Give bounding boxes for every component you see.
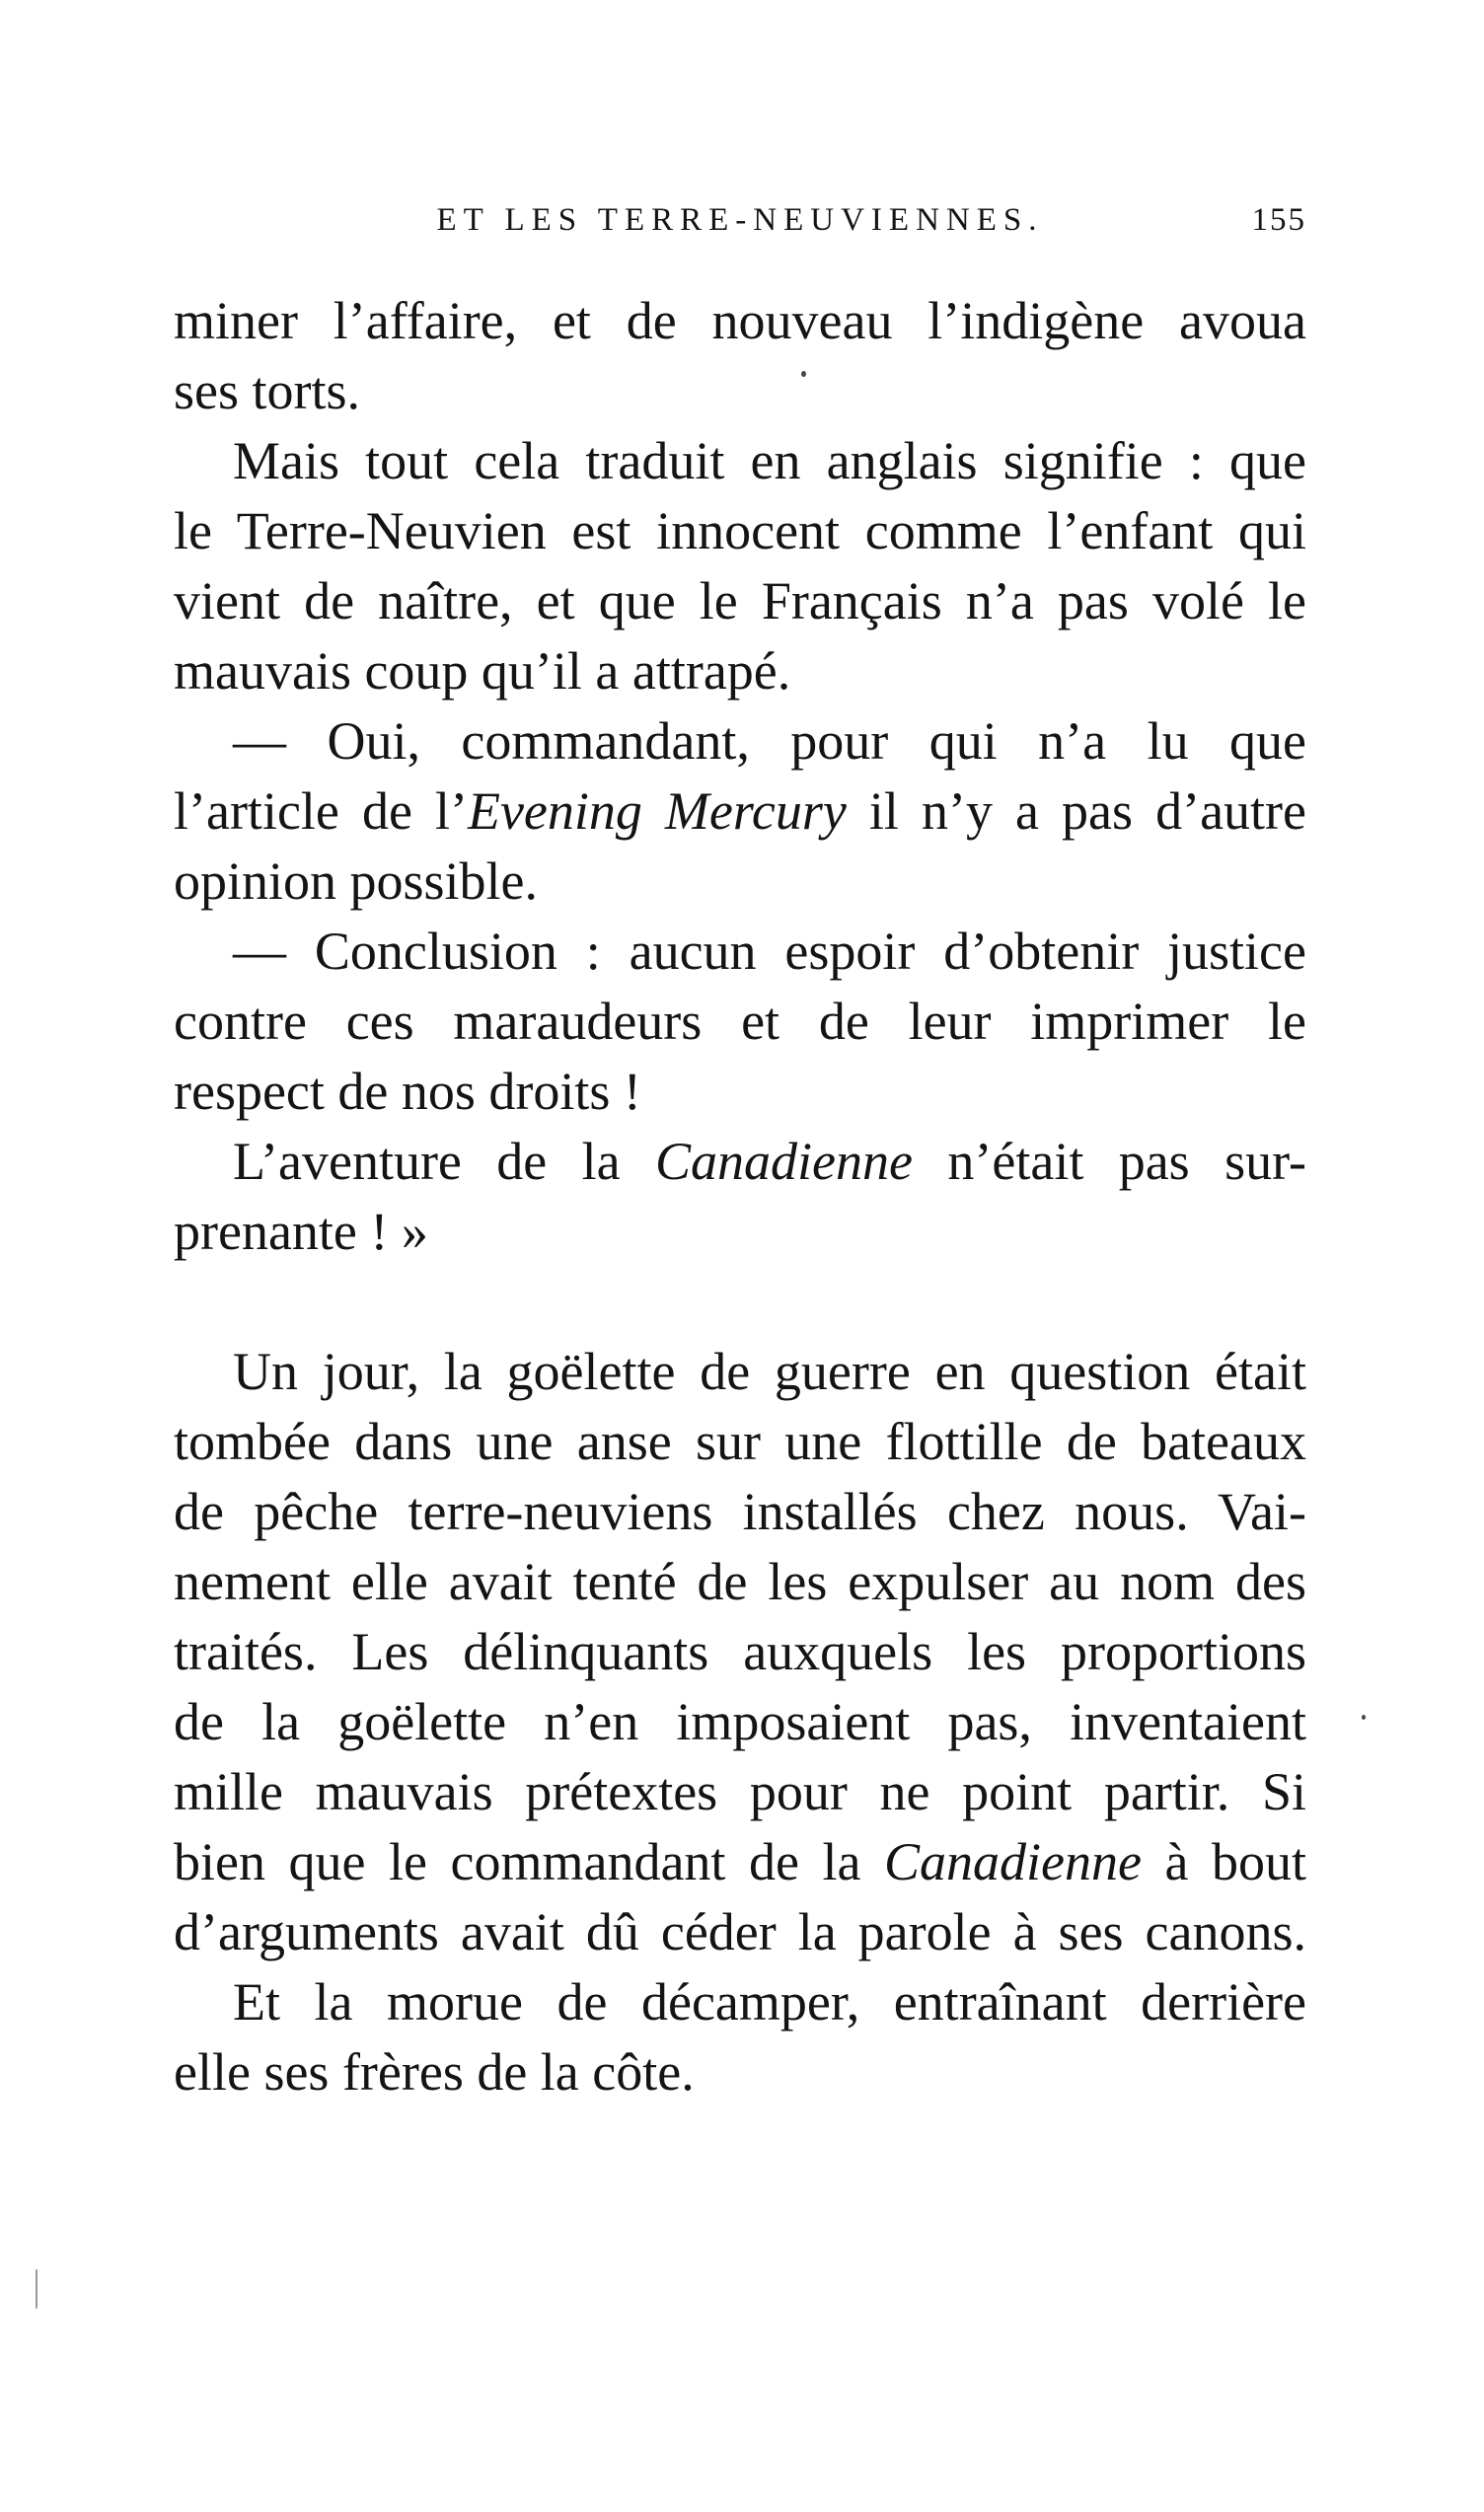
- ship-name: Canadienne: [655, 1132, 913, 1191]
- text-line: de la goëlette n’en imposaient pas, inventaient: [174, 1692, 1306, 1751]
- text-segment: L’aventure de la: [233, 1132, 656, 1191]
- text-line: miner l’affaire, et de nouveau l’indigène avoua: [174, 291, 1306, 350]
- text-line: traités. Les délinquants auxquels les proportions: [174, 1622, 1306, 1681]
- text-line: [174, 1127, 1306, 1197]
- text-line: [174, 1827, 1306, 1897]
- text-segment: l’article de l’: [174, 781, 468, 841]
- text-line: respect de nos droits !: [174, 1062, 641, 1121]
- text-segment: n’était pas sur-: [913, 1132, 1306, 1191]
- text-line: opinion possible.: [174, 851, 539, 911]
- text-line: Un jour, la goëlette de guerre en question était: [233, 1342, 1306, 1401]
- running-title: ET LES TERRE-NEUVIENNES.: [436, 202, 1044, 238]
- text-line: — Oui, commandant, pour qui n’a lu que: [233, 711, 1306, 771]
- print-speck: [36, 2269, 37, 2309]
- text-line: Et la morue de décamper, entraînant derrière: [233, 1972, 1306, 2032]
- text-line: Mais tout cela traduit en anglais signifie : que: [233, 431, 1306, 490]
- text-line: mille mauvais prétextes pour ne point partir. Si: [174, 1762, 1306, 1821]
- running-head: [174, 202, 1306, 252]
- print-speck: [801, 371, 806, 377]
- text-line: de pêche terre-neuviens installés chez nous. Vai-: [174, 1482, 1306, 1541]
- text-line: — Conclusion : aucun espoir d’obtenir justice: [233, 922, 1306, 981]
- paragraph-gap: [174, 1267, 1306, 1337]
- page-number: 155: [1251, 202, 1306, 238]
- text-segment: il n’y a pas d’autre: [846, 781, 1306, 841]
- text-line: vient de naître, et que le Français n’a pas volé le: [174, 571, 1306, 630]
- text-line: le Terre-Neuvien est innocent comme l’enfant qui: [174, 501, 1306, 560]
- text-line: mauvais coup qu’il a attrapé.: [174, 641, 791, 701]
- text-segment: à bout: [1141, 1832, 1306, 1891]
- text-line: contre ces maraudeurs et de leur imprimer le: [174, 992, 1306, 1051]
- text-line: [174, 776, 1306, 847]
- text-segment: bien que le commandant de la: [174, 1832, 884, 1891]
- text-line: elle ses frères de la côte.: [174, 2042, 695, 2102]
- body-text: [174, 286, 1306, 2107]
- text-line: tombée dans une anse sur une flottille de bateaux: [174, 1412, 1306, 1471]
- ship-name: Canadienne: [883, 1832, 1142, 1891]
- print-speck: [1362, 1715, 1366, 1720]
- text-line: ses torts.: [174, 361, 360, 420]
- newspaper-title: Evening Mercury: [467, 781, 847, 841]
- text-line: d’arguments avait dû céder la parole à ses canons.: [174, 1902, 1306, 1961]
- text-line: nement elle avait tenté de les expulser au nom des: [174, 1552, 1306, 1611]
- text-line: prenante ! »: [174, 1202, 428, 1261]
